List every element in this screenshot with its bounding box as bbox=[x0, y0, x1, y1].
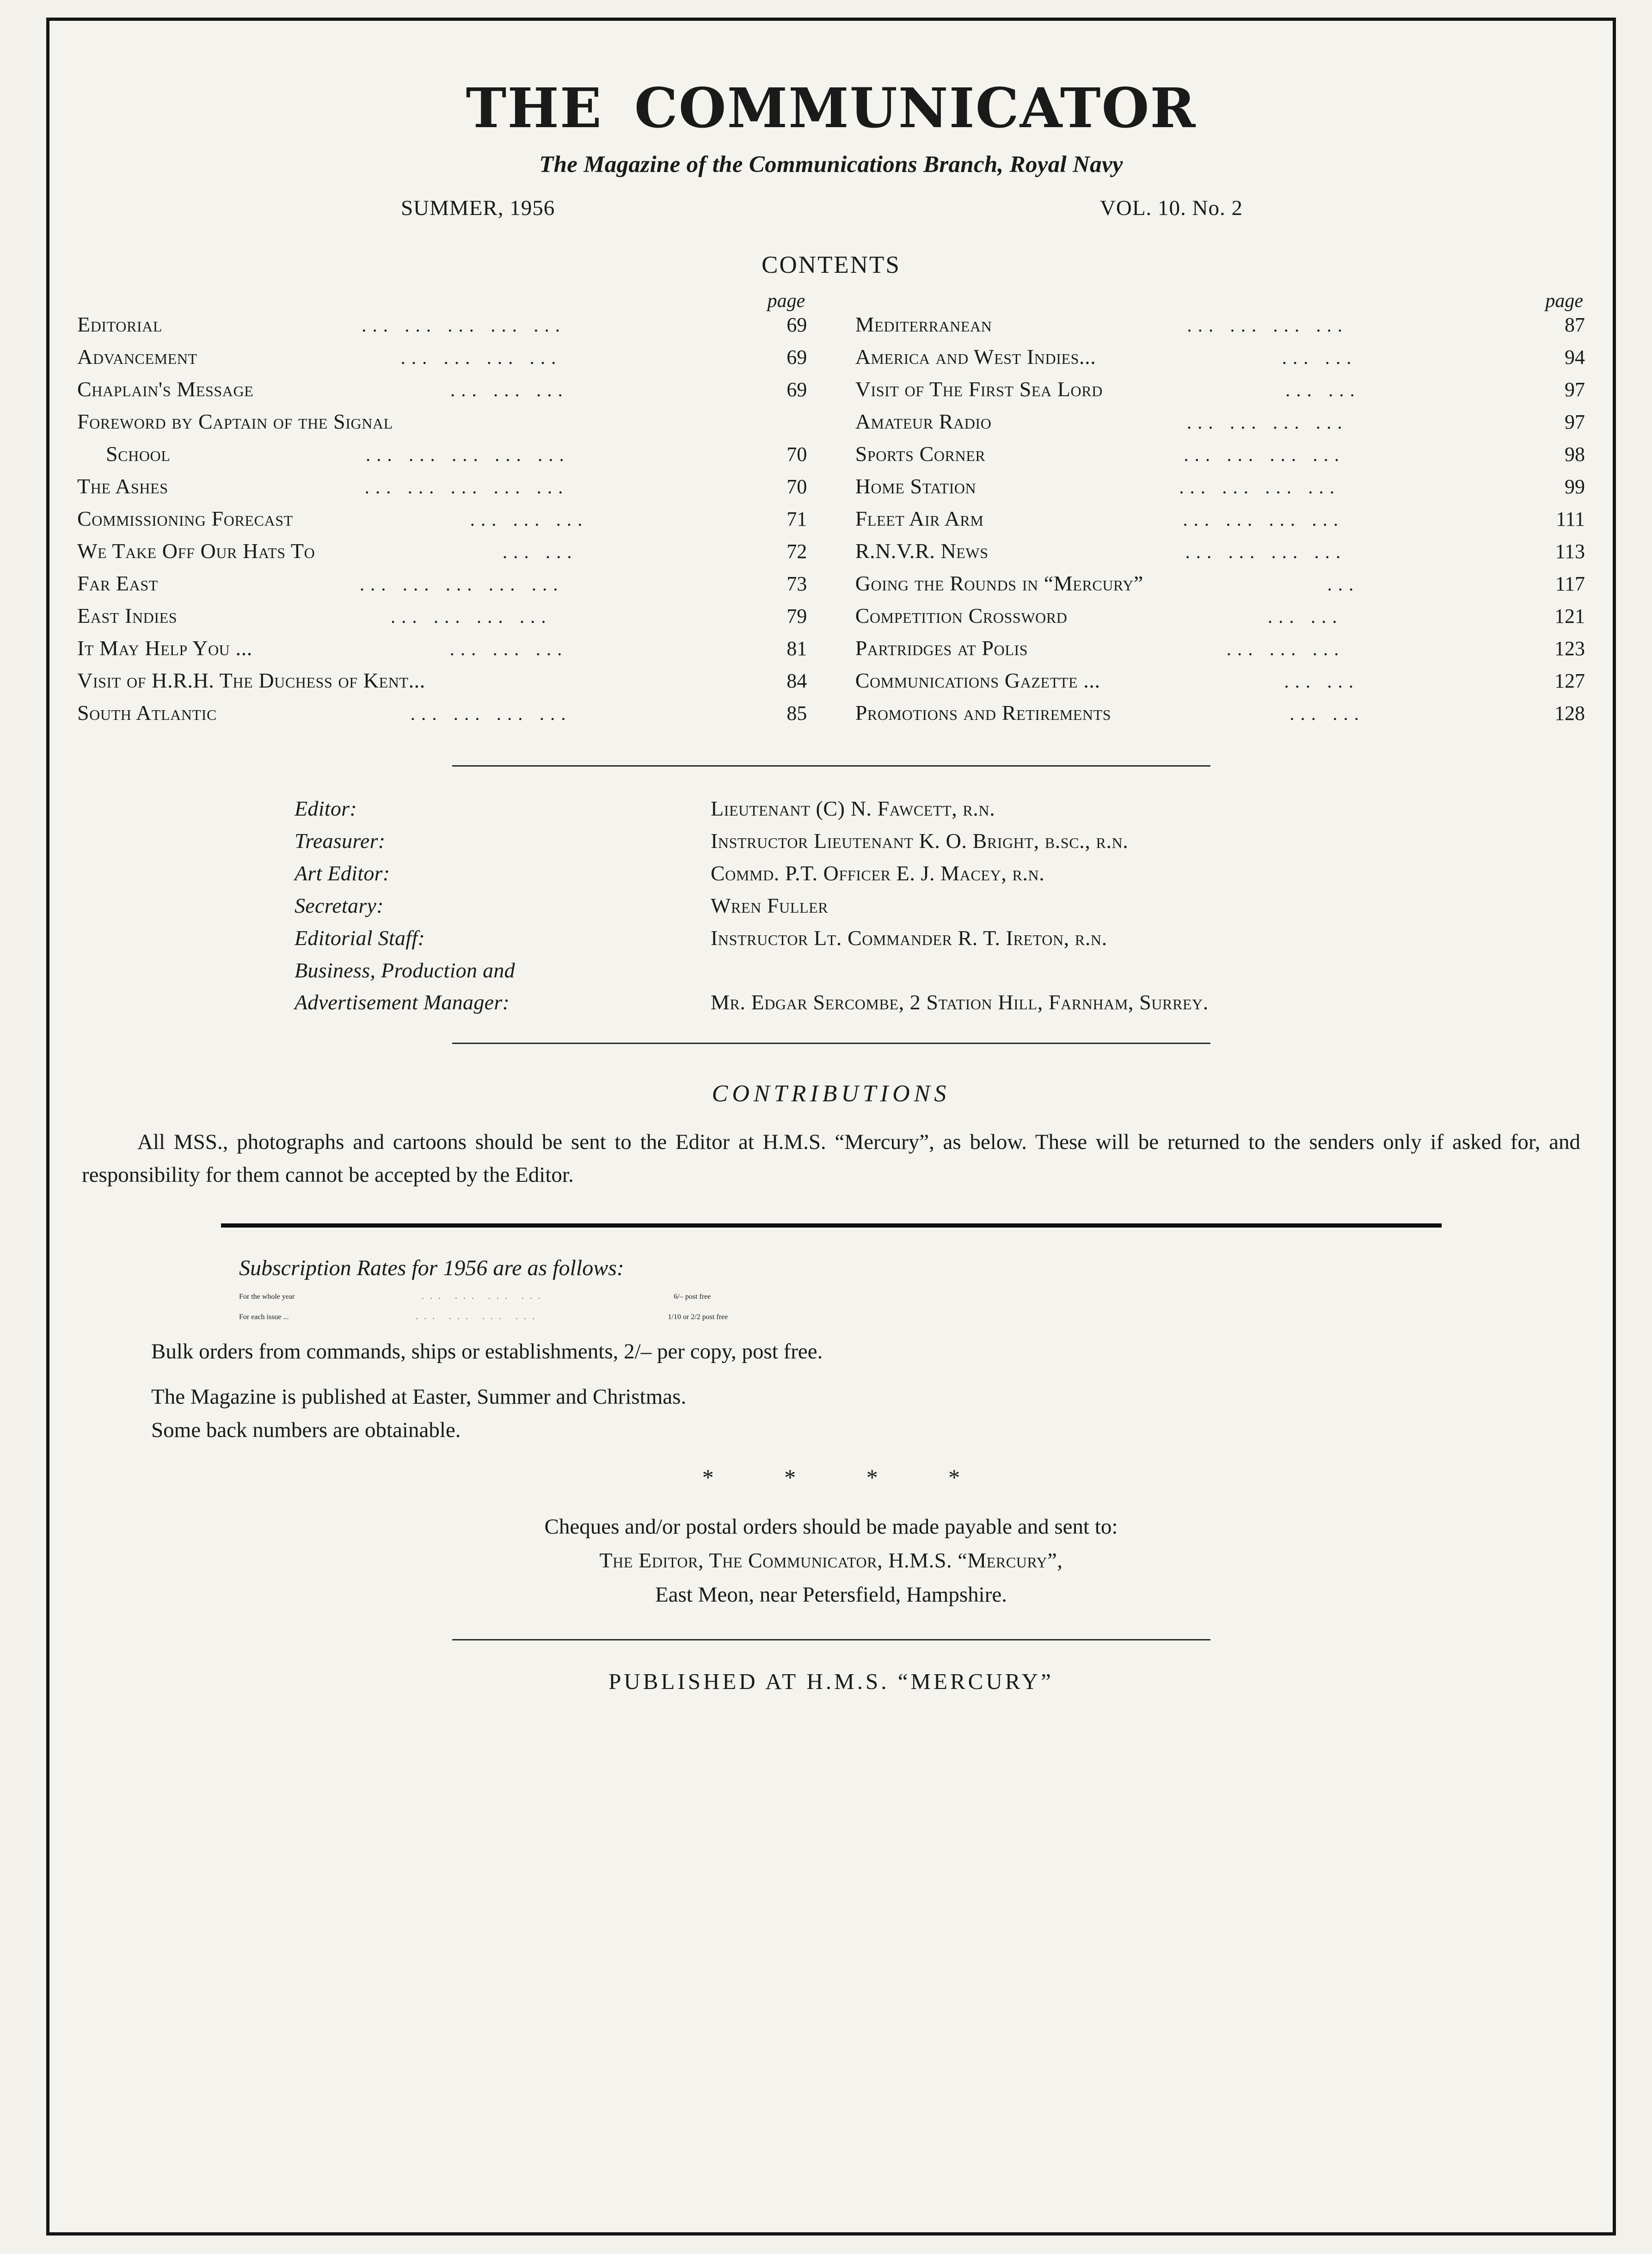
toc-entry-label: Amateur Radio bbox=[855, 410, 992, 433]
toc-entry-page: 121 bbox=[1554, 605, 1585, 627]
toc-entry-page: 69 bbox=[786, 346, 807, 369]
toc-entry-label: School bbox=[106, 442, 171, 466]
toc-entry-label: R.N.V.R. News bbox=[855, 539, 989, 563]
staff-name: Instructor Lieutenant K. O. Bright, b.sc., r.n. bbox=[711, 829, 1129, 853]
staff-row-secretary bbox=[295, 890, 1585, 922]
cheques-line-1: Cheques and/or postal orders should be made payable and sent to: bbox=[544, 1515, 1118, 1539]
toc-entry[interactable] bbox=[855, 314, 1585, 346]
subscription-leader-dots: ... ... ... ... bbox=[416, 1313, 541, 1321]
divider-above-staff bbox=[452, 765, 1210, 767]
staff-manager-name: Mr. Edgar Sercombe, 2 Station Hill, Farnham, Surrey. bbox=[711, 990, 1209, 1014]
toc-leader-dots: ... ... ... bbox=[450, 381, 569, 399]
toc-entry-label: East Indies bbox=[77, 604, 178, 627]
subscription-row-issue bbox=[77, 1313, 1585, 1321]
page-content bbox=[77, 39, 1585, 1695]
toc-entry-label: Promotions and Retirements bbox=[855, 701, 1112, 725]
staff-name: Commd. P.T. Officer E. J. Macey, r.n. bbox=[711, 861, 1045, 885]
toc-entry[interactable] bbox=[77, 702, 807, 735]
toc-entry[interactable] bbox=[855, 638, 1585, 670]
staff-role: Editor: bbox=[295, 797, 357, 820]
toc-entry-page: 81 bbox=[786, 637, 807, 660]
staff-role: Secretary: bbox=[295, 893, 384, 917]
toc-entry[interactable] bbox=[77, 508, 807, 540]
subscription-price: 1/10 or 2/2 post free bbox=[668, 1313, 728, 1321]
toc-entry-page: 79 bbox=[786, 605, 807, 627]
toc-leader-dots: ... ... ... ... bbox=[410, 704, 572, 723]
toc-entry-page: 117 bbox=[1555, 572, 1585, 595]
toc-entry-page: 98 bbox=[1565, 443, 1585, 466]
staff-role: Editorial Staff: bbox=[295, 926, 425, 950]
toc-entry-page: 70 bbox=[786, 475, 807, 498]
subscription-price: 6/– post free bbox=[674, 1293, 711, 1301]
toc-entry[interactable] bbox=[855, 346, 1585, 379]
toc-entry-page: 70 bbox=[786, 443, 807, 466]
toc-leader-dots: ... ... bbox=[1267, 607, 1343, 626]
toc-entry-page: 73 bbox=[786, 572, 807, 595]
contributions-heading: CONTRIBUTIONS bbox=[712, 1081, 951, 1107]
staff-role: Art Editor: bbox=[295, 861, 390, 885]
toc-entry-label: Commissioning Forecast bbox=[77, 507, 293, 530]
toc-entry-label: It May Help You ... bbox=[77, 636, 252, 660]
subscription-label: For the whole year bbox=[239, 1293, 295, 1301]
toc-leader-dots: ... ... bbox=[1285, 381, 1361, 399]
staff-row-editor bbox=[295, 792, 1585, 825]
issue-volume: VOL. 10. No. 2 bbox=[1099, 196, 1243, 220]
cheques-line-3: East Meon, near Petersfield, Hampshire. bbox=[655, 1583, 1007, 1607]
toc-column-right bbox=[855, 290, 1585, 735]
staff-role-line1: Business, Production and bbox=[295, 958, 515, 982]
toc-entry[interactable] bbox=[855, 443, 1585, 476]
toc-entry-page: 87 bbox=[1565, 313, 1585, 336]
toc-entry[interactable] bbox=[77, 638, 807, 670]
toc-leader-dots: ... ... ... ... bbox=[1184, 445, 1345, 464]
toc-entry-page: 99 bbox=[1565, 475, 1585, 498]
toc-entry-page: 69 bbox=[786, 378, 807, 401]
staff-row-manager-line1 bbox=[295, 954, 1585, 987]
published-at-footer: PUBLISHED AT H.M.S. “MERCURY” bbox=[608, 1669, 1054, 1695]
toc-entry-label: Communications Gazette ... bbox=[855, 669, 1100, 692]
staff-row-art-editor bbox=[295, 857, 1585, 890]
toc-leader-dots: ... ... ... ... ... bbox=[364, 478, 569, 497]
staff-name: Lieutenant (C) N. Fawcett, r.n. bbox=[711, 797, 995, 820]
toc-entry[interactable] bbox=[855, 508, 1585, 540]
toc-leader-dots: ... ... bbox=[1290, 704, 1365, 723]
toc-entry-page: 84 bbox=[786, 669, 807, 692]
toc-entry[interactable] bbox=[77, 573, 807, 605]
toc-entry[interactable] bbox=[855, 540, 1585, 573]
subscription-leader-dots: ... ... ... ... bbox=[422, 1293, 547, 1301]
toc-leader-dots: ... ... ... ... bbox=[1185, 542, 1347, 561]
toc-leader-dots: ... ... bbox=[1282, 348, 1357, 367]
back-numbers-note: Some back numbers are obtainable. bbox=[151, 1418, 461, 1443]
staff-list bbox=[295, 792, 1585, 1019]
toc-entry-label: We Take Off Our Hats To bbox=[77, 539, 315, 563]
toc-entry-label: Mediterranean bbox=[855, 313, 992, 336]
contents-heading: CONTENTS bbox=[762, 252, 901, 278]
staff-row-manager-line2 bbox=[295, 986, 1585, 1019]
toc-entry-label: Editorial bbox=[77, 313, 162, 336]
toc-entry-page: 128 bbox=[1554, 702, 1585, 725]
staff-role-line2: Advertisement Manager: bbox=[295, 990, 510, 1014]
toc-entry[interactable] bbox=[77, 605, 807, 638]
toc-entry[interactable] bbox=[855, 379, 1585, 411]
subscription-heading: Subscription Rates for 1956 are as follows: bbox=[239, 1256, 624, 1281]
toc-leader-dots: ... ... ... ... ... bbox=[362, 316, 566, 335]
toc-leader-dots: ... ... ... ... bbox=[1179, 478, 1341, 497]
toc-entry-page: 69 bbox=[786, 313, 807, 336]
subscription-row-year bbox=[77, 1293, 1585, 1301]
toc-entry[interactable] bbox=[77, 379, 807, 411]
staff-role: Treasurer: bbox=[295, 829, 386, 853]
toc-entry[interactable] bbox=[77, 443, 807, 476]
divider-above-footer bbox=[452, 1639, 1210, 1640]
divider-below-staff bbox=[452, 1043, 1210, 1044]
toc-leader-dots: ... ... bbox=[502, 542, 578, 561]
staff-row-treasurer bbox=[295, 825, 1585, 857]
contributions-body: All MSS., photographs and cartoons should be sent to the Editor at H.M.S. “Mercury”, as below. These will be returned to the senders only if asked for, and responsibility for them cannot be accepted by the Editor. bbox=[82, 1130, 1580, 1187]
toc-entry-label: Chaplain's Message bbox=[77, 377, 254, 401]
toc-leader-dots: ... ... ... ... bbox=[1187, 316, 1349, 335]
toc-entry-label: Going the Rounds in “Mercury” bbox=[855, 571, 1143, 595]
subscription-label: For each issue ... bbox=[239, 1313, 289, 1321]
table-of-contents bbox=[77, 290, 1585, 735]
toc-entry-label: South Atlantic bbox=[77, 701, 217, 725]
toc-entry-page: 94 bbox=[1565, 346, 1585, 369]
toc-page-header-left: page bbox=[767, 290, 805, 312]
magazine-title: THE COMMUNICATOR bbox=[466, 76, 1197, 140]
staff-row-editorial-staff bbox=[295, 922, 1585, 954]
cheques-line-2: The Editor, The Communicator, H.M.S. “Mercury”, bbox=[599, 1548, 1063, 1572]
toc-entry-label: Far East bbox=[77, 571, 158, 595]
toc-leader-dots: ... ... bbox=[1284, 672, 1360, 691]
toc-leader-dots: ... ... ... ... bbox=[1183, 510, 1345, 529]
toc-entry[interactable] bbox=[77, 670, 807, 702]
toc-entry-page: 97 bbox=[1565, 411, 1585, 433]
toc-leader-dots: ... ... ... bbox=[470, 510, 589, 529]
toc-entry-label: Visit of The First Sea Lord bbox=[855, 377, 1103, 401]
toc-entry[interactable] bbox=[855, 573, 1585, 605]
toc-entry[interactable] bbox=[77, 476, 807, 508]
magazine-subtitle: The Magazine of the Communications Branch, Royal Navy bbox=[539, 152, 1123, 178]
toc-entry[interactable] bbox=[855, 605, 1585, 638]
toc-entry-page: 85 bbox=[786, 702, 807, 725]
page-border-frame bbox=[46, 18, 1616, 2236]
toc-entry-label: Foreword by Captain of the Signal bbox=[77, 410, 393, 433]
toc-entry[interactable] bbox=[855, 411, 1585, 443]
toc-leader-dots: ... ... ... ... ... bbox=[359, 575, 564, 594]
toc-entry-label: Home Station bbox=[855, 474, 976, 498]
toc-entry-label: Visit of H.R.H. The Duchess of Kent... bbox=[77, 669, 425, 692]
divider-heavy bbox=[221, 1223, 1442, 1228]
toc-entry-label: Partridges at Polis bbox=[855, 636, 1028, 660]
toc-column-left bbox=[77, 290, 807, 735]
toc-entry-page: 71 bbox=[786, 508, 807, 530]
toc-entry-label: Fleet Air Arm bbox=[855, 507, 984, 530]
toc-entry-label: Competition Crossword bbox=[855, 604, 1068, 627]
staff-name: Instructor Lt. Commander R. T. Ireton, r.n. bbox=[711, 926, 1107, 950]
toc-entry-label: The Ashes bbox=[77, 474, 168, 498]
toc-entry[interactable] bbox=[77, 346, 807, 379]
issue-line bbox=[77, 196, 1585, 223]
toc-entry[interactable] bbox=[77, 314, 807, 346]
issue-date: SUMMER, 1956 bbox=[401, 196, 555, 220]
toc-entry-page: 72 bbox=[786, 540, 807, 563]
toc-leader-dots: ... ... ... ... bbox=[400, 348, 562, 367]
staff-name: Wren Fuller bbox=[711, 893, 829, 917]
toc-entry[interactable] bbox=[855, 702, 1585, 735]
toc-entry-page: 113 bbox=[1555, 540, 1585, 563]
toc-entry-page: 111 bbox=[1556, 508, 1585, 530]
toc-entry-page: 97 bbox=[1565, 378, 1585, 401]
publication-schedule-note: The Magazine is published at Easter, Summer and Christmas. bbox=[151, 1385, 687, 1409]
toc-leader-dots: ... ... ... ... ... bbox=[365, 445, 570, 464]
toc-leader-dots: ... ... ... ... bbox=[390, 607, 552, 626]
toc-entry-label: America and West Indies... bbox=[855, 345, 1096, 369]
toc-leader-dots: ... ... ... bbox=[449, 639, 568, 658]
toc-leader-dots: ... ... ... bbox=[1226, 639, 1345, 658]
toc-page-header-right: page bbox=[1545, 290, 1583, 312]
masthead bbox=[77, 76, 1585, 223]
toc-entry[interactable] bbox=[855, 670, 1585, 702]
toc-entry-page: 127 bbox=[1554, 669, 1585, 692]
star-separator: * * * * bbox=[702, 1464, 993, 1491]
cheques-block bbox=[77, 1511, 1585, 1610]
toc-entry-label: Advancement bbox=[77, 345, 197, 369]
toc-entry[interactable] bbox=[77, 540, 807, 573]
toc-leader-dots: ... ... ... ... bbox=[1186, 413, 1348, 432]
toc-entry-page: 123 bbox=[1554, 637, 1585, 660]
bulk-orders-note: Bulk orders from commands, ships or establishments, 2/– per copy, post free. bbox=[151, 1339, 823, 1364]
toc-leader-dots: ... bbox=[1327, 575, 1360, 594]
subscription-heading-wrap bbox=[77, 1255, 1585, 1281]
toc-entry[interactable] bbox=[77, 411, 807, 443]
toc-entry-label: Sports Corner bbox=[855, 442, 986, 466]
toc-entry[interactable] bbox=[855, 476, 1585, 508]
